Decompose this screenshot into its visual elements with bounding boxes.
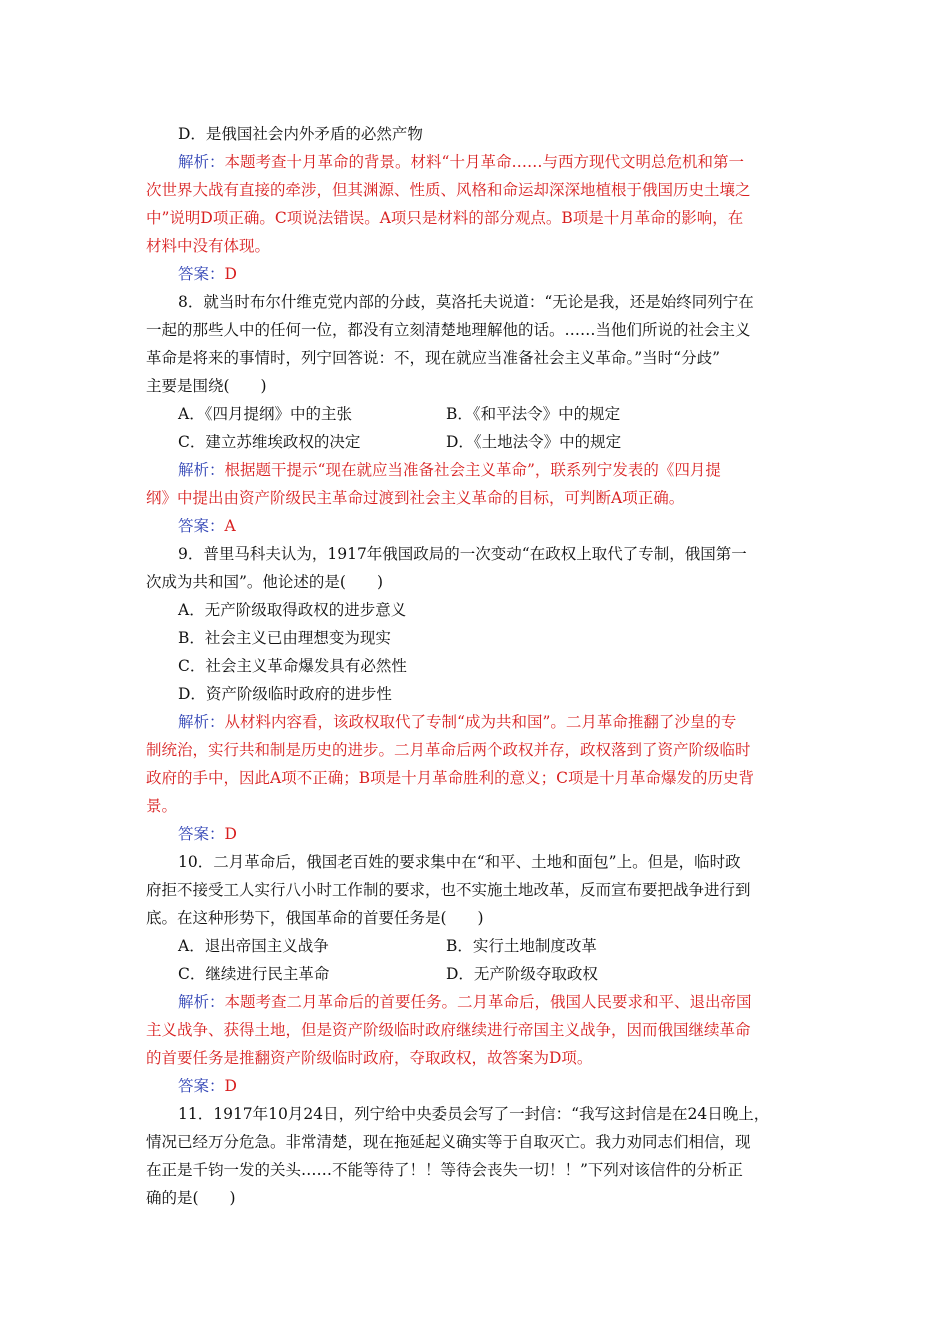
answer-value: D: [224, 825, 237, 843]
answer-label: 答案：: [178, 825, 225, 843]
q11-stem-line-2: 情况已经万分危急。非常清楚，现在拖延起义确实等于自取灭亡。我力劝同志们相信，现: [146, 1133, 751, 1151]
q9-analysis-line-4: 景。: [146, 797, 178, 815]
q10-option-c: C．继续进行民主革命: [178, 965, 330, 983]
q9-option-c: C．社会主义革命爆发具有必然性: [178, 657, 407, 675]
q8-option-c: C．建立苏维埃政权的决定: [178, 433, 361, 451]
analysis-label: 解析：: [178, 713, 225, 731]
analysis-label: 解析：: [178, 461, 225, 479]
q7-analysis-line-3: 中”说明D项正确。C项说法错误。A项只是材料的部分观点。B项是十月革命的影响，在: [146, 209, 744, 227]
answer-label: 答案：: [178, 517, 225, 535]
q9-stem-line-1: 9．普里马科夫认为，1917年俄国政局的一次变动“在政权上取代了专制，俄国第一: [178, 545, 747, 563]
q8-analysis-line-2: 纲》中提出由资产阶级民主革命过渡到社会主义革命的目标，可判断A项正确。: [146, 489, 685, 507]
answer-value: A: [224, 517, 236, 535]
analysis-text: 本题考查二月革命后的首要任务。二月革命后，俄国人民要求和平、退出帝国: [224, 993, 752, 1011]
q8-stem-line-3: 革命是将来的事情时，列宁回答说：不，现在就应当准备社会主义革命。”当时“分歧”: [146, 349, 721, 367]
q10-stem-line-3: 底。在这种形势下，俄国革命的首要任务是( ): [146, 909, 484, 927]
q9-analysis-line-3: 政府的手中，因此A项不正确；B项是十月革命胜利的意义；C项是十月革命爆发的历史背: [146, 769, 754, 787]
q7-answer: [178, 264, 237, 284]
q8-option-b: B．《和平法令》中的规定: [446, 405, 621, 423]
q10-stem-line-1: 10．二月革命后，俄国老百姓的要求集中在“和平、土地和面包”上。但是，临时政: [178, 853, 741, 871]
q10-stem-line-2: 府拒不接受工人实行八小时工作制的要求，也不实施土地改革，反而宣布要把战争进行到: [146, 881, 751, 899]
q10-option-a: A．退出帝国主义战争: [178, 937, 329, 955]
q7-analysis-line-4: 材料中没有体现。: [146, 237, 271, 255]
q10-analysis-line-2: 主义战争、获得土地，但是资产阶级临时政府继续进行帝国主义战争，因而俄国继续革命: [146, 1021, 751, 1039]
q8-answer: [178, 516, 236, 536]
q7-analysis-line-1: [178, 152, 744, 172]
q9-option-a: A．无产阶级取得政权的进步意义: [178, 601, 407, 619]
q8-stem-line-4: 主要是围绕( ): [146, 377, 267, 395]
q10-option-b: B．实行土地制度改革: [446, 937, 597, 955]
q10-option-d: D．无产阶级夺取政权: [446, 965, 598, 983]
q10-analysis-line-1: [178, 992, 752, 1012]
q10-answer: [178, 1076, 237, 1096]
q9-option-b: B．社会主义已由理想变为现实: [178, 629, 391, 647]
q8-analysis-line-1: [178, 460, 721, 480]
answer-label: 答案：: [178, 1077, 225, 1095]
q7-option-d: D．是俄国社会内外矛盾的必然产物: [178, 125, 423, 143]
q8-stem-line-2: 一起的那些人中的任何一位，都没有立刻清楚地理解他的话。……当他们所说的社会主义: [146, 321, 751, 339]
q9-stem-line-2: 次成为共和国”。他论述的是( ): [146, 573, 384, 591]
answer-label: 答案：: [178, 265, 225, 283]
q8-option-d: D．《土地法令》中的规定: [446, 433, 622, 451]
q8-stem-line-1: 8．就当时布尔什维克党内部的分歧，莫洛托夫说道：“无论是我，还是始终同列宁在: [178, 293, 754, 311]
analysis-text: 本题考查十月革命的背景。材料“十月革命……与西方现代文明总危机和第一: [224, 153, 744, 171]
q11-stem-line-3: 在正是千钧一发的关头……不能等待了！！等待会丧失一切！！”下列对该信件的分析正: [146, 1161, 743, 1179]
q10-analysis-line-3: 的首要任务是推翻资产阶级临时政府，夺取政权，故答案为D项。: [146, 1049, 593, 1067]
answer-value: D: [224, 1077, 237, 1095]
q9-analysis-line-1: [178, 712, 736, 732]
q7-analysis-line-2: 次世界大战有直接的牵涉，但其渊源、性质、风格和命运却深深地植根于俄国历史土壤之: [146, 181, 751, 199]
q9-option-d: D．资产阶级临时政府的进步性: [178, 685, 392, 703]
q8-option-a: A．《四月提纲》中的主张: [178, 405, 352, 423]
q11-stem-line-1: 11．1917年10月24日，列宁给中央委员会写了一封信：“我写这封信是在24日晚上，: [178, 1105, 770, 1123]
analysis-label: 解析：: [178, 993, 225, 1011]
answer-value: D: [224, 265, 237, 283]
analysis-label: 解析：: [178, 153, 225, 171]
q9-analysis-line-2: 制统治，实行共和制是历史的进步。二月革命后两个政权并存，政权落到了资产阶级临时: [146, 741, 751, 759]
analysis-text: 根据题干提示“现在就应当准备社会主义革命”，联系列宁发表的《四月提: [224, 461, 721, 479]
q9-answer: [178, 824, 237, 844]
q11-stem-line-4: 确的是( ): [146, 1189, 236, 1207]
analysis-text: 从材料内容看，该政权取代了专制“成为共和国”。二月革命推翻了沙皇的专: [224, 713, 737, 731]
